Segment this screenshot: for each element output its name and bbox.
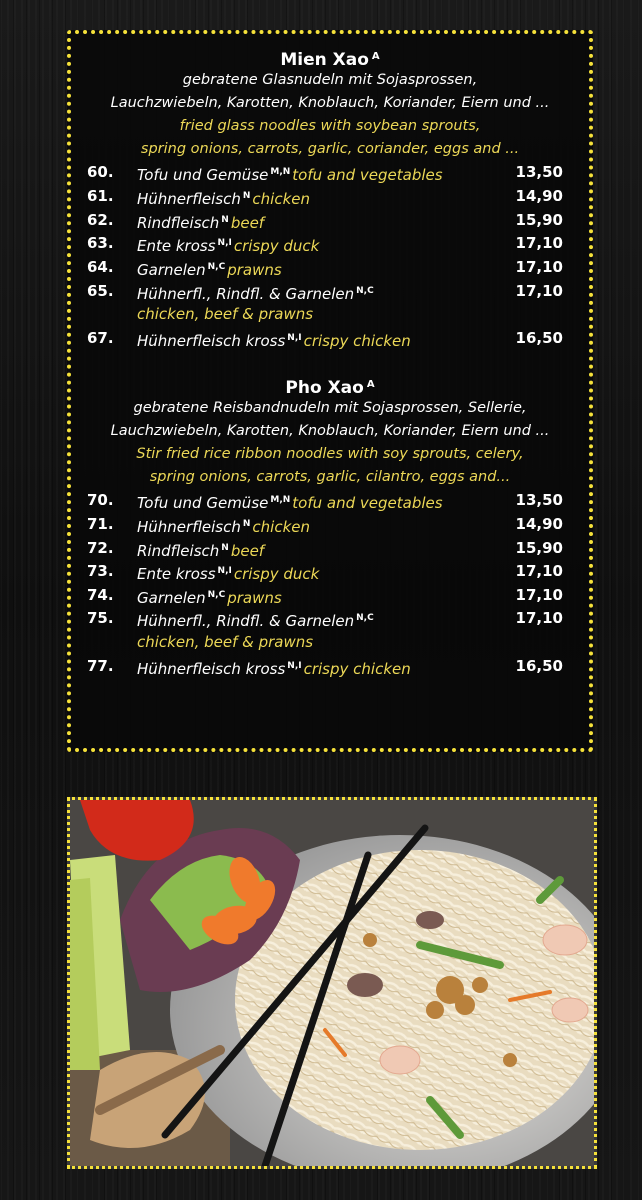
- item-name: Tofu und Gemüse $^{M,N}$ tofu and vegetables: [137, 166, 443, 184]
- item-name: Rindfleisch $^N$ beef: [137, 214, 265, 232]
- item-name: Ente kross $^{N,I}$ crispy duck: [137, 565, 320, 583]
- item-name: Hühnerfleisch $^N$ chicken: [137, 518, 310, 536]
- item-number: 67.: [87, 329, 114, 347]
- menu-item: [71, 160, 589, 184]
- item-name: Hühnerfleisch kross $^{N,I}$ crispy chicken: [137, 660, 411, 678]
- item-number: 62.: [87, 211, 114, 229]
- section-description-de: Lauchzwiebeln, Karotten, Knoblauch, Koriander, Eiern und ...: [110, 95, 550, 111]
- food-photo: [67, 797, 597, 1169]
- menu-item: [71, 536, 589, 560]
- menu-panel: [67, 30, 593, 752]
- item-price: 16,50: [515, 657, 563, 675]
- item-name: Garnelen $^{N,C}$ prawns: [137, 589, 282, 607]
- item-number: 75.: [87, 609, 114, 627]
- item-number: 61.: [87, 187, 114, 205]
- item-name: Hühnerfleisch $^N$ chicken: [137, 190, 310, 208]
- item-name: Rindfleisch $^N$ beef: [137, 542, 265, 560]
- item-number: 77.: [87, 657, 114, 675]
- item-number: 70.: [87, 491, 114, 509]
- menu-item: [71, 583, 589, 607]
- item-price: 14,90: [515, 187, 563, 205]
- item-name: Garnelen $^{N,C}$ prawns: [137, 261, 282, 279]
- item-price: 17,10: [515, 586, 563, 604]
- item-name: Hühnerfl., Rindfl. & Garnelen $^{N,C}$: [137, 612, 374, 630]
- section-description-en: Stir fried rice ribbon noodles with soy sprouts, celery,: [136, 446, 524, 462]
- menu-item: [71, 488, 589, 512]
- section-description-en: spring onions, carrots, garlic, cilantro, eggs and...: [149, 469, 511, 485]
- item-price: 13,50: [515, 163, 563, 181]
- menu-item: [71, 255, 589, 279]
- item-name: Ente kross $^{N,I}$ crispy duck: [137, 237, 320, 255]
- item-number: 71.: [87, 515, 114, 533]
- menu-item: [71, 559, 589, 583]
- item-name: Tofu und Gemüse $^{M,N}$ tofu and vegetables: [137, 494, 443, 512]
- item-number: 64.: [87, 258, 114, 276]
- item-price: 17,10: [515, 258, 563, 276]
- item-name: Hühnerfl., Rindfl. & Garnelen $^{N,C}$: [137, 285, 374, 303]
- item-price: 15,90: [515, 539, 563, 557]
- menu-item: [71, 231, 589, 255]
- section-description-en: fried glass noodles with soybean sprouts,: [179, 118, 481, 134]
- menu-item-continuation: [71, 630, 589, 654]
- menu-item: [71, 184, 589, 208]
- section-title-pho-xao: Pho Xao $^A$: [285, 378, 375, 398]
- item-number: 63.: [87, 234, 114, 252]
- menu-item: [71, 208, 589, 232]
- item-price: 17,10: [515, 234, 563, 252]
- section-description-de: gebratene Reisbandnudeln mit Sojasprossen, Sellerie,: [133, 400, 527, 416]
- item-number: 65.: [87, 282, 114, 300]
- section-description-de: Lauchzwiebeln, Karotten, Knoblauch, Koriander, Eiern und ...: [110, 423, 550, 439]
- item-name: Hühnerfleisch kross $^{N,I}$ crispy chicken: [137, 332, 411, 350]
- item-number: 72.: [87, 539, 114, 557]
- item-price: 17,10: [515, 609, 563, 627]
- menu-item: [71, 279, 589, 303]
- item-number: 74.: [87, 586, 114, 604]
- item-name-en: chicken, beef & prawns: [137, 305, 314, 323]
- menu-item: [71, 326, 589, 350]
- item-price: 15,90: [515, 211, 563, 229]
- menu-item-continuation: [71, 302, 589, 326]
- food-illustration: [70, 800, 594, 1166]
- section-description-en: spring onions, carrots, garlic, coriander, eggs and ...: [140, 141, 520, 157]
- item-price: 14,90: [515, 515, 563, 533]
- menu-item: [71, 512, 589, 536]
- item-name-en: chicken, beef & prawns: [137, 633, 314, 651]
- section-title-mien-xao: Mien Xao $^A$: [280, 50, 380, 70]
- menu-item: [71, 654, 589, 678]
- item-price: 16,50: [515, 329, 563, 347]
- item-price: 17,10: [515, 282, 563, 300]
- item-number: 60.: [87, 163, 114, 181]
- section-description-de: gebratene Glasnudeln mit Sojasprossen,: [182, 72, 478, 88]
- item-price: 13,50: [515, 491, 563, 509]
- item-number: 73.: [87, 562, 114, 580]
- item-price: 17,10: [515, 562, 563, 580]
- menu-item: [71, 606, 589, 630]
